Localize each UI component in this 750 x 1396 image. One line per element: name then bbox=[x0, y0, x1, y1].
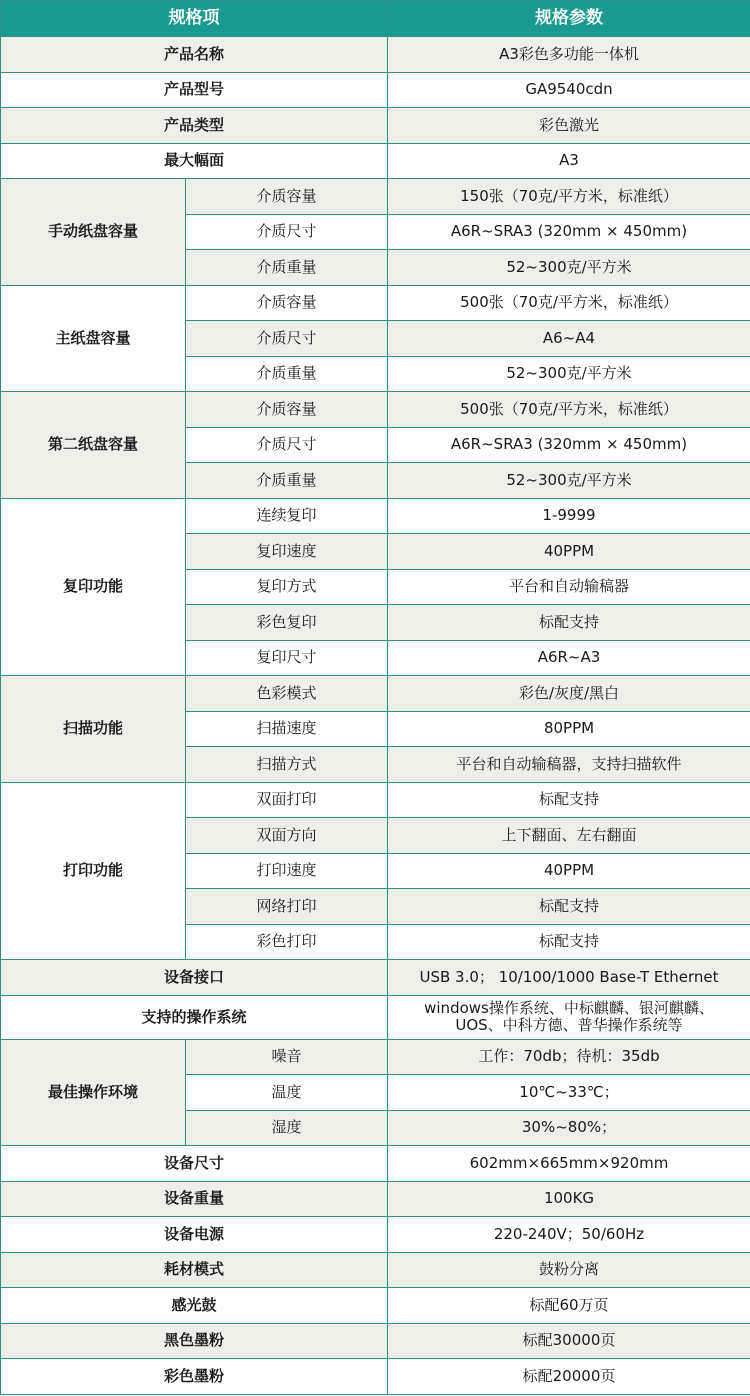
row-value: 平台和自动输稿器，支持扫描软件 bbox=[388, 747, 750, 783]
row-sublabel: 连续复印 bbox=[186, 498, 388, 534]
row-label: 设备接口 bbox=[1, 960, 388, 996]
row-sublabel: 网络打印 bbox=[186, 889, 388, 925]
row-value: 602mm×665mm×920mm bbox=[388, 1146, 750, 1182]
row-value: 40PPM bbox=[388, 534, 750, 570]
header-param: 规格参数 bbox=[388, 1, 750, 37]
table-row bbox=[1, 498, 750, 534]
row-value: A6R~SRA3 (320mm × 450mm) bbox=[388, 214, 750, 250]
row-value: A3彩色多功能一体机 bbox=[388, 37, 750, 73]
row-sublabel: 温度 bbox=[186, 1075, 388, 1111]
row-sublabel: 噪音 bbox=[186, 1039, 388, 1075]
row-value: 平台和自动输稿器 bbox=[388, 569, 750, 605]
row-value: 80PPM bbox=[388, 711, 750, 747]
row-sublabel: 复印方式 bbox=[186, 569, 388, 605]
row-sublabel: 彩色复印 bbox=[186, 605, 388, 641]
row-sublabel: 湿度 bbox=[186, 1110, 388, 1146]
row-label: 彩色墨粉 bbox=[1, 1359, 388, 1395]
row-value: A6R~A3 bbox=[388, 640, 750, 676]
group-label: 最佳操作环境 bbox=[1, 1039, 186, 1146]
row-sublabel: 介质重量 bbox=[186, 250, 388, 286]
row-value: 标配20000页 bbox=[388, 1359, 750, 1395]
row-sublabel: 复印速度 bbox=[186, 534, 388, 570]
row-value-line: windows操作系统、中标麒麟、银河麒麟、 bbox=[424, 999, 714, 1017]
row-value: 500张（70克/平方米，标准纸） bbox=[388, 392, 750, 428]
table-row bbox=[1, 1039, 750, 1075]
table-row bbox=[1, 179, 750, 215]
row-sublabel: 介质容量 bbox=[186, 392, 388, 428]
group-label: 手动纸盘容量 bbox=[1, 179, 186, 286]
row-value: 500张（70克/平方米，标准纸） bbox=[388, 285, 750, 321]
table-row bbox=[1, 285, 750, 321]
table-row bbox=[1, 1181, 750, 1217]
row-sublabel: 介质尺寸 bbox=[186, 427, 388, 463]
group-label: 打印功能 bbox=[1, 782, 186, 960]
row-label: 最大幅面 bbox=[1, 143, 388, 179]
row-sublabel: 复印尺寸 bbox=[186, 640, 388, 676]
row-value: 鼓粉分离 bbox=[388, 1252, 750, 1288]
row-value: 彩色/灰度/黑白 bbox=[388, 676, 750, 712]
row-sublabel: 双面打印 bbox=[186, 782, 388, 818]
table-row bbox=[1, 143, 750, 179]
row-label: 耗材模式 bbox=[1, 1252, 388, 1288]
row-value: 100KG bbox=[388, 1181, 750, 1217]
row-value: 标配60万页 bbox=[388, 1288, 750, 1324]
header-item: 规格项 bbox=[1, 1, 388, 37]
group-label: 扫描功能 bbox=[1, 676, 186, 783]
row-value: 10℃~33℃； bbox=[388, 1075, 750, 1111]
row-value: A6~A4 bbox=[388, 321, 750, 357]
table-row bbox=[1, 72, 750, 108]
row-value: 标配支持 bbox=[388, 782, 750, 818]
row-label: 产品名称 bbox=[1, 37, 388, 73]
table-row bbox=[1, 995, 750, 1039]
table-row bbox=[1, 108, 750, 144]
row-label: 设备电源 bbox=[1, 1217, 388, 1253]
row-label: 感光鼓 bbox=[1, 1288, 388, 1324]
row-sublabel: 介质容量 bbox=[186, 285, 388, 321]
row-value: 上下翻面、左右翻面 bbox=[388, 818, 750, 854]
row-label: 黑色墨粉 bbox=[1, 1323, 388, 1359]
row-label: 设备尺寸 bbox=[1, 1146, 388, 1182]
row-value: 1-9999 bbox=[388, 498, 750, 534]
table-row bbox=[1, 960, 750, 996]
row-value: A3 bbox=[388, 143, 750, 179]
row-label: 产品型号 bbox=[1, 72, 388, 108]
table-row bbox=[1, 37, 750, 73]
row-sublabel: 介质尺寸 bbox=[186, 214, 388, 250]
table-row bbox=[1, 1146, 750, 1182]
row-value: A6R~SRA3 (320mm × 450mm) bbox=[388, 427, 750, 463]
group-label: 主纸盘容量 bbox=[1, 285, 186, 392]
row-sublabel: 介质重量 bbox=[186, 463, 388, 499]
row-sublabel: 介质容量 bbox=[186, 179, 388, 215]
row-value: 52~300克/平方米 bbox=[388, 463, 750, 499]
row-value: 150张（70克/平方米，标准纸） bbox=[388, 179, 750, 215]
table-row bbox=[1, 1288, 750, 1324]
row-value: 标配支持 bbox=[388, 924, 750, 960]
row-value: 标配30000页 bbox=[388, 1323, 750, 1359]
row-sublabel: 双面方向 bbox=[186, 818, 388, 854]
table-row bbox=[1, 1252, 750, 1288]
row-value: 52~300克/平方米 bbox=[388, 356, 750, 392]
row-label: 支持的操作系统 bbox=[1, 995, 388, 1039]
row-sublabel: 色彩模式 bbox=[186, 676, 388, 712]
row-value: 工作：70db；待机：35db bbox=[388, 1039, 750, 1075]
row-sublabel: 扫描方式 bbox=[186, 747, 388, 783]
group-label: 复印功能 bbox=[1, 498, 186, 676]
row-value: 彩色激光 bbox=[388, 108, 750, 144]
table-row bbox=[1, 782, 750, 818]
row-value: 标配支持 bbox=[388, 605, 750, 641]
table-row bbox=[1, 1359, 750, 1395]
row-sublabel: 扫描速度 bbox=[186, 711, 388, 747]
row-sublabel: 彩色打印 bbox=[186, 924, 388, 960]
group-label: 第二纸盘容量 bbox=[1, 392, 186, 499]
table-row bbox=[1, 392, 750, 428]
row-value-line: UOS、中科方德、普华操作系统等 bbox=[455, 1016, 683, 1034]
row-value bbox=[388, 995, 750, 1039]
header-row bbox=[1, 1, 750, 37]
row-value: 30%~80%； bbox=[388, 1110, 750, 1146]
row-value: GA9540cdn bbox=[388, 72, 750, 108]
row-value: USB 3.0； 10/100/1000 Base-T Ethernet bbox=[388, 960, 750, 996]
row-value: 40PPM bbox=[388, 853, 750, 889]
row-sublabel: 介质重量 bbox=[186, 356, 388, 392]
row-sublabel: 打印速度 bbox=[186, 853, 388, 889]
row-value: 52~300克/平方米 bbox=[388, 250, 750, 286]
table-row bbox=[1, 676, 750, 712]
row-label: 产品类型 bbox=[1, 108, 388, 144]
table-row bbox=[1, 1323, 750, 1359]
row-value: 220-240V；50/60Hz bbox=[388, 1217, 750, 1253]
row-label: 设备重量 bbox=[1, 1181, 388, 1217]
row-sublabel: 介质尺寸 bbox=[186, 321, 388, 357]
table-row bbox=[1, 1217, 750, 1253]
row-value: 标配支持 bbox=[388, 889, 750, 925]
